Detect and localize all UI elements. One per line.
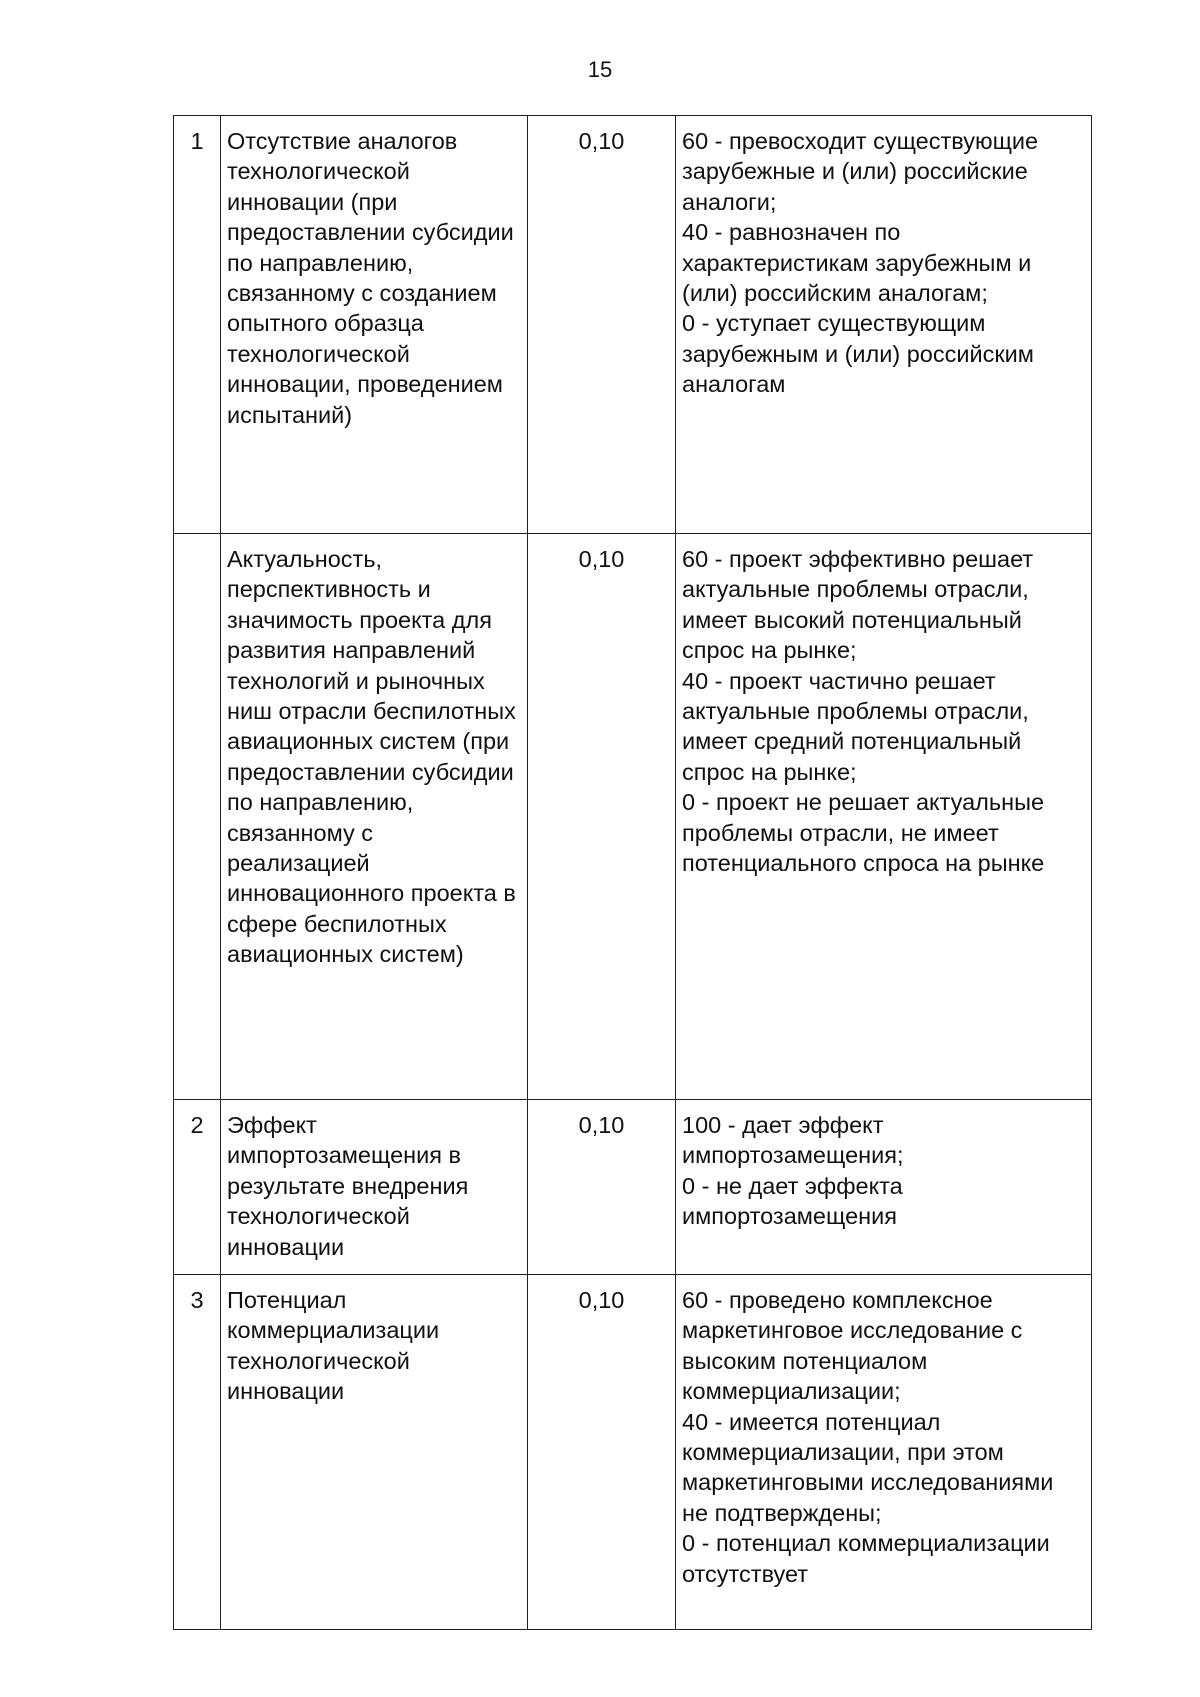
row-number: 1 <box>174 116 221 534</box>
table-row <box>174 116 1092 534</box>
scale-item: 40 - проект частично решает актуальные проблемы отрасли, имеет средний потенциальный спрос на рынке; <box>682 667 1029 785</box>
scale-item: 60 - превосходит существующие зарубежные и (или) российские аналоги; <box>682 128 1039 215</box>
criterion-scale <box>676 1275 1092 1630</box>
criterion-name: Актуальность, перспективность и значимость проекта для развития направлений технологий и рыночных ниш отрасли беспилотных авиационных систем (при предоставлении субсидии по направлению, связанному с реализацией инновационного проекта в сфере беспилотных авиационных систем) <box>221 534 528 1100</box>
table-row <box>174 1100 1092 1275</box>
table-row <box>174 1275 1092 1630</box>
criterion-scale <box>676 116 1092 534</box>
criterion-name: Эффект импортозамещения в результате внедрения технологической инновации <box>221 1100 528 1275</box>
scale-item: 60 - проведено комплексное маркетинговое исследование с высоким потенциалом коммерциализации; <box>682 1287 1023 1405</box>
scale-item: 0 - проект не решает актуальные проблемы отрасли, не имеет потенциального спроса на рынке <box>682 789 1045 877</box>
scale-item: 60 - проект эффективно решает актуальные проблемы отрасли, имеет высокий потенциальный спрос на рынке; <box>682 546 1034 664</box>
criterion-weight: 0,10 <box>528 534 676 1100</box>
row-number <box>174 534 221 1100</box>
table-row <box>174 534 1092 1100</box>
scale-item: 100 - дает эффект импортозамещения; <box>682 1112 904 1169</box>
criterion-weight: 0,10 <box>528 1275 676 1630</box>
criteria-table <box>173 115 1092 1630</box>
scale-item: 0 - потенциал коммерциализации отсутствует <box>682 1530 1050 1587</box>
criterion-name: Потенциал коммерциализации технологической инновации <box>221 1275 528 1630</box>
criterion-scale <box>676 534 1092 1100</box>
page-number: 15 <box>587 57 613 82</box>
scale-item: 0 - не дает эффекта импортозамещения <box>682 1172 903 1230</box>
criterion-weight: 0,10 <box>528 116 676 534</box>
criterion-name: Отсутствие аналогов технологической инновации (при предоставлении субсидии по направлению, связанному с созданием опытного образца технологической инновации, проведением испытаний) <box>221 116 528 534</box>
scale-item: 40 - равнозначен по характеристикам зарубежным и (или) российским аналогам; <box>682 219 1032 307</box>
row-number: 2 <box>174 1100 221 1275</box>
scale-item: 0 - уступает существующим зарубежным и (или) российским аналогам <box>682 310 1034 398</box>
criterion-scale <box>676 1100 1092 1275</box>
scale-item: 40 - имеется потенциал коммерциализации, при этом маркетинговыми исследованиями не подтверждены; <box>682 1408 1054 1526</box>
row-number: 3 <box>174 1275 221 1630</box>
criterion-weight: 0,10 <box>528 1100 676 1275</box>
